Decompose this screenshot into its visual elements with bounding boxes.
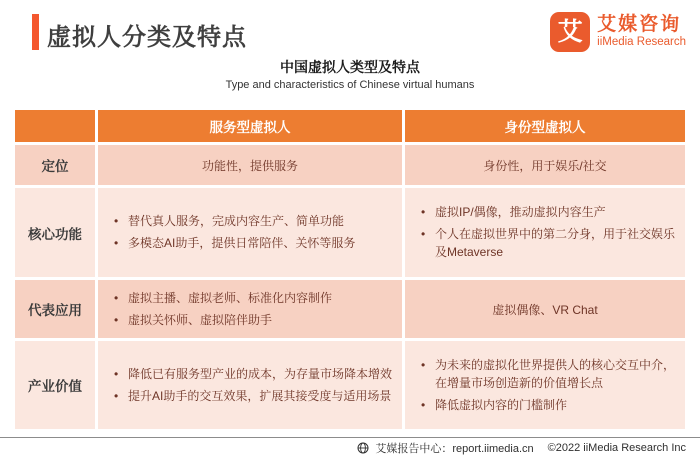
- cell-text: 身份性，用于娱乐/社交: [483, 158, 607, 173]
- bullet-item: • 替代真人服务，完成内容生产、简单功能: [110, 212, 355, 231]
- bullet-list: [98, 282, 342, 336]
- cell-positioning-identity: [405, 145, 685, 185]
- bullet-item: • 多模态AI助手，提供日常陪伴、关怀等服务: [110, 234, 355, 253]
- bullet-item: • 虚拟关怀师、虚拟陪伴助手: [110, 311, 332, 330]
- bullet-item: • 降低虚拟内容的门槛制作: [417, 396, 675, 415]
- bullet-item: • 降低已有服务型产业的成本，为存量市场降本增效: [110, 365, 392, 384]
- bullet-list: [98, 358, 402, 412]
- header-cell-service-type: 服务型虚拟人: [98, 110, 402, 142]
- header-cell-identity-type: 身份型虚拟人: [405, 110, 685, 142]
- cell-value-identity: [405, 341, 685, 429]
- footer: [357, 440, 686, 456]
- table-row-positioning: [15, 145, 685, 185]
- table-row-representative-apps: [15, 280, 685, 338]
- cell-text: 虚拟偶像、VR Chat: [492, 302, 598, 317]
- footer-divider: [0, 437, 700, 438]
- bullet-item: • 提升AI助手的交互效果，扩展其接受度与适用场景: [110, 387, 392, 406]
- title-accent-bar: [32, 14, 39, 50]
- bullet-list: [405, 349, 685, 422]
- iimedia-logo: [550, 12, 686, 52]
- iimedia-logo-text: [597, 15, 686, 49]
- bullet-list: [98, 205, 365, 259]
- row-label: 产业价值: [15, 341, 95, 429]
- globe-icon: [357, 442, 369, 454]
- cell-apps-service: [98, 280, 402, 338]
- iimedia-logo-icon: 艾: [550, 12, 590, 52]
- logo-name-cn: 艾媒咨询: [597, 14, 682, 36]
- cell-value-service: [98, 341, 402, 429]
- row-label: 代表应用: [15, 280, 95, 338]
- virtual-human-table: [15, 110, 685, 429]
- cell-text: 功能性，提供服务: [201, 158, 298, 173]
- bullet-list: [405, 196, 685, 269]
- bullet-item: • 为未来的虚拟化世界提供人的核心交互中介，在增量市场创造新的价值增长点: [417, 356, 675, 393]
- bullet-item: • 个人在虚拟世界中的第二分身，用于社交娱乐及Metaverse: [417, 225, 675, 262]
- cell-core-service: [98, 188, 402, 277]
- table-header-row: [15, 110, 685, 142]
- copyright-text: ©2022 iiMedia Research Inc: [547, 442, 686, 454]
- bullet-item: • 虚拟主播、虚拟老师、标准化内容制作: [110, 289, 332, 308]
- report-center-link[interactable]: 艾媒报告中心：report.iimedia.cn: [375, 443, 534, 455]
- cell-core-identity: [405, 188, 685, 277]
- chart-title-cn: 中国虚拟人类型及特点: [280, 59, 420, 75]
- logo-name-en: iiMedia Research: [597, 36, 686, 49]
- cell-positioning-service: [98, 145, 402, 185]
- bullet-item: • 虚拟IP/偶像，推动虚拟内容生产: [417, 203, 675, 222]
- header-cell-empty: [15, 110, 95, 142]
- page-title: 虚拟人分类及特点: [47, 24, 247, 51]
- row-label: 核心功能: [15, 188, 95, 277]
- chart-title-en: Type and characteristics of Chinese virtual humans: [225, 79, 475, 91]
- table-row-core-functions: [15, 188, 685, 277]
- table-row-industry-value: [15, 341, 685, 429]
- row-label: 定位: [15, 145, 95, 185]
- cell-apps-identity: [405, 280, 685, 338]
